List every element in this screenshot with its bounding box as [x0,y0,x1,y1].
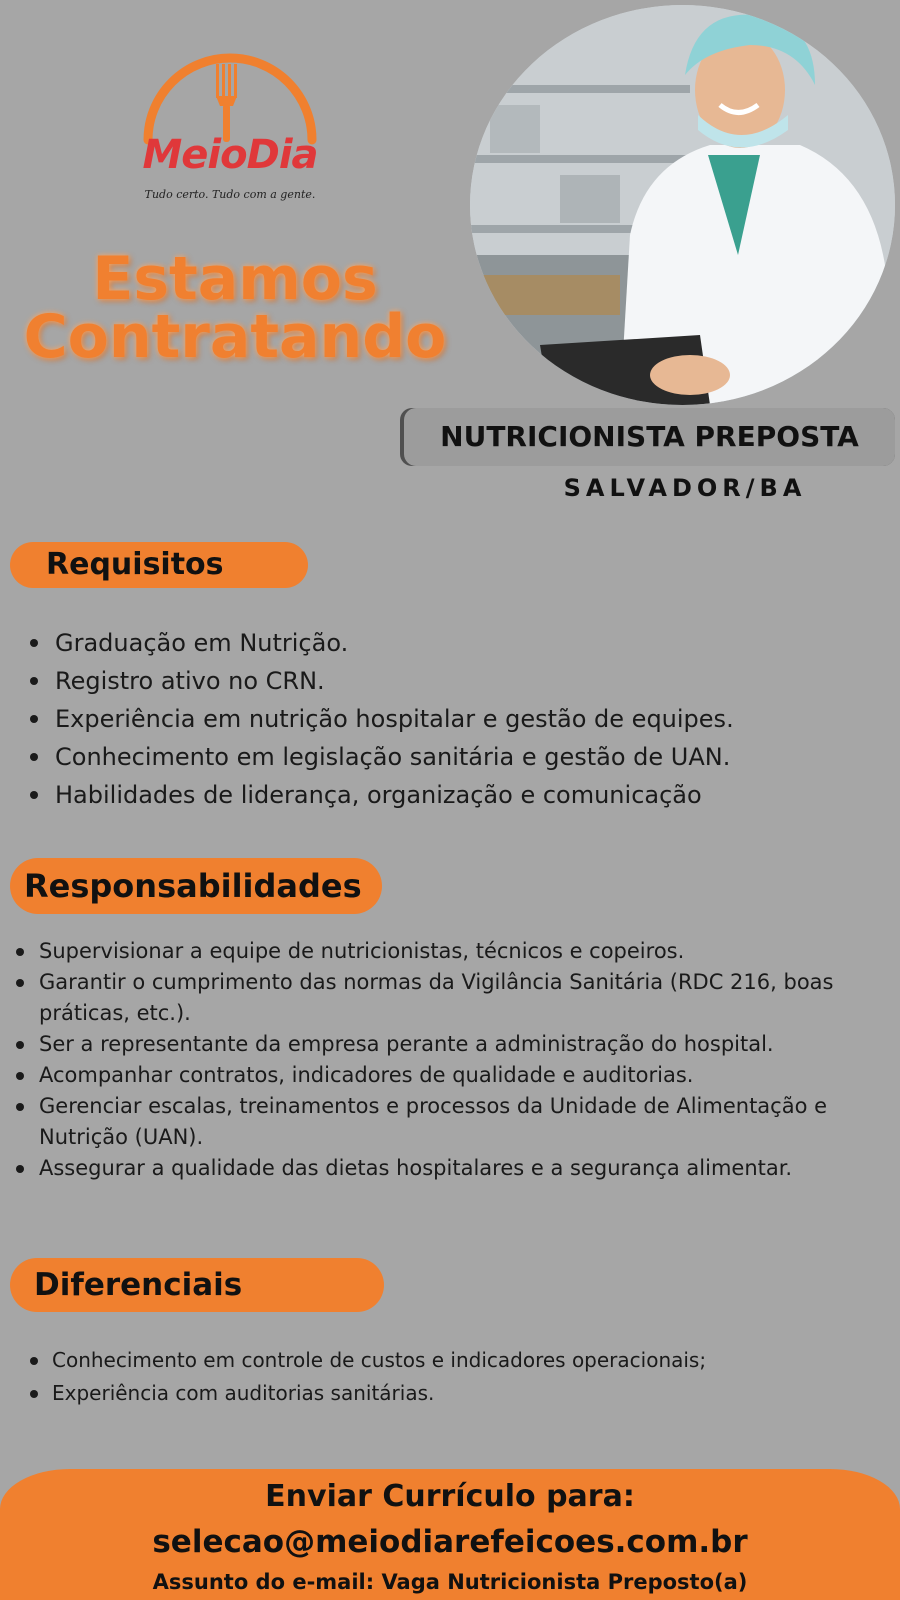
contact-footer [0,1469,900,1600]
job-location: SALVADOR/BA [563,474,807,502]
list-item: Gerenciar escalas, treinamentos e processos da Unidade de Alimentação e Nutrição (UAN). [16,1091,886,1153]
requisitos-list [30,624,870,814]
section-requisitos-header [10,542,308,588]
footer-email[interactable]: selecao@meiodiarefeicoes.com.br [152,1524,748,1560]
list-item: Acompanhar contratos, indicadores de qualidade e auditorias. [16,1060,886,1091]
headline [20,244,450,372]
list-item: Ser a representante da empresa perante a administração do hospital. [16,1029,886,1060]
headline-line-2: Contratando [23,302,447,372]
job-title-banner [400,408,895,466]
list-item: Graduação em Nutrição. [30,624,870,662]
list-item: Assegurar a qualidade das dietas hospitalares e a segurança alimentar. [16,1153,886,1184]
section-requisitos-title: Requisitos [46,547,224,582]
job-title: NUTRICIONISTA PREPOSTA [404,408,895,466]
section-responsabilidades-title: Responsabilidades [24,867,362,905]
logo-brand-name: MeioDia [142,132,318,178]
fork-icon [216,64,237,142]
footer-email-subject: Assunto do e-mail: Vaga Nutricionista Preposto(a) [152,1570,748,1594]
list-item: Habilidades de liderança, organização e comunicação [30,776,870,814]
list-item: Supervisionar a equipe de nutricionistas, técnicos e copeiros. [16,936,886,967]
list-item: Experiência com auditorias sanitárias. [28,1377,868,1410]
diferenciais-list [28,1344,868,1410]
list-item: Registro ativo no CRN. [30,662,870,700]
meiodia-logo [120,40,340,230]
headline-line-1: Estamos [92,244,378,314]
responsabilidades-list [16,936,886,1184]
list-item: Garantir o cumprimento das normas da Vigilância Sanitária (RDC 216, boas práticas, etc.). [16,967,886,1029]
section-diferenciais-header [10,1258,384,1312]
section-diferenciais-title: Diferenciais [34,1267,243,1303]
nutritionist-photo [470,5,895,405]
logo-tagline: Tudo certo. Tudo com a gente. [144,188,316,201]
section-responsabilidades-header [10,858,382,914]
footer-send-cv-label: Enviar Currículo para: [265,1479,635,1514]
list-item: Experiência em nutrição hospitalar e gestão de equipes. [30,700,870,738]
list-item: Conhecimento em legislação sanitária e gestão de UAN. [30,738,870,776]
list-item: Conhecimento em controle de custos e indicadores operacionais; [28,1344,868,1377]
